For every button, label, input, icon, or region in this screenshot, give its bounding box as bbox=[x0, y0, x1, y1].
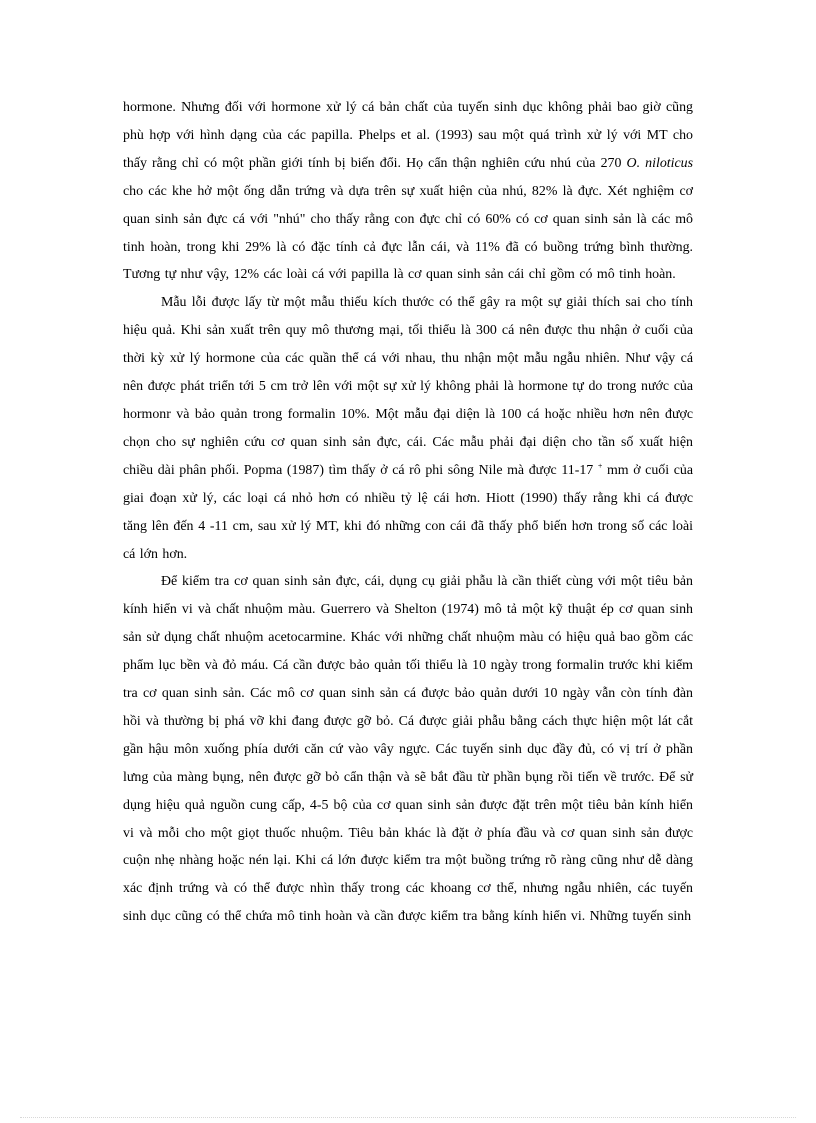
body-text bbox=[123, 94, 693, 931]
paragraph-2-text-b: mm ở cuối của giai đoạn xử lý, các loại cá nhỏ hơn có nhiều tỷ lệ cái hơn. Hiott (1990) thấy rằng khi cá được tăng lên đến 4 -11 cm, sau xử lý MT, khi đó những con cái đã thấy phổ biến hơn trong số các loài cá lớn hơn. bbox=[123, 462, 693, 562]
paragraph-3-text: Để kiểm tra cơ quan sinh sản đực, cái, dụng cụ giải phẫu là cần thiết cùng với một tiêu bản kính hiển vi và chất nhuộm màu. Guerrero và Shelton (1974) mô tả một kỹ thuật ép cơ quan sinh sản sử dụng chất nhuộm acetocarmine. Khác với những chất nhuộm màu có hiệu quả bao gồm các phẩm lục bền và đỏ máu. Cá cần được bảo quản tối thiểu là 10 ngày trong formalin trước khi kiểm tra cơ quan sinh sản. Các mô cơ quan sinh sản cá được bảo quản dưới 10 ngày vẫn còn tính đàn hồi và thường bị phá vỡ khi đang được gỡ bỏ. Cá được giải phẫu bằng cách thực hiện một lát cắt gần hậu môn xuống phía dưới căn cứ vào vây ngực. Các tuyến sinh dục đầy đủ, có vị trí ở phần lưng của màng bụng, nên được gỡ bỏ cẩn thận và sẽ bắt đầu từ phần bụng rồi tiến về trước. Để sử dụng hiệu quả nguồn cung cấp, 4-5 bộ của cơ quan sinh sản được đặt trên một tiêu bản kính hiển vi và mỗi cho một giọt thuốc nhuộm. Tiêu bản khác là đặt ở phía đầu và cơ quan sinh sản được cuộn nhẹ nhàng hoặc nén lại. Khi cá lớn được kiểm tra một buồng trứng rõ ràng cũng như dễ dàng xác định trứng và có thể được nhìn thấy trong các khoang cơ thể, nhưng ngẫu nhiên, các tuyến sinh dục cũng có thể chứa mô tinh hoàn và cần được kiểm tra bằng kính hiển vi. Những tuyến sinh bbox=[123, 574, 693, 925]
paragraph-1-text-b: cho các khe hở một ống dẫn trứng và dựa trên sự xuất hiện của nhú, 82% là đực. Xét nghiệm cơ quan sinh sản đực cá với "nhú" cho thấy rằng con đực chỉ có 60% có cơ quan sinh sản là các mô tinh hoàn, trong khi 29% là có đặc tính cả đực lẫn cái, và 11% đã có buồng trứng bình thường. Tương tự như vậy, 12% các loài cá với papilla là cơ quan sinh sản cái chỉ gồm có mô tinh hoàn. bbox=[123, 183, 693, 283]
paragraph-3 bbox=[123, 568, 693, 931]
paragraph-2-text-a: Mẫu lỗi được lấy từ một mẫu thiếu kích thước có thể gây ra một sự giải thích sai cho tính hiệu quả. Khi sản xuất trên quy mô thương mại, tối thiểu là 300 cá nên được thu nhận ở cuối của thời kỳ xử lý hormone của các quần thể cá với nhau, thu nhận một mẫu ngẫu nhiên. Như vậy cá nên được phát triển tới 5 cm trở lên với một sự xử lý không phải là hormone tự do trong nước của hormonr và bảo quản trong formalin 10%. Một mẫu đại diện là 100 cá hoặc nhiều hơn nên được chọn cho sự nghiên cứu cơ quan sinh sản đực, cái. Các mẫu phải đại diện cho tần số xuất hiện chiều dài phân phối. Popma (1987) tìm thấy ở cá rô phi sông Nile mà được 11-17 bbox=[123, 295, 693, 478]
species-name-italic: O. niloticus bbox=[626, 155, 694, 171]
page-bottom-divider bbox=[20, 1117, 796, 1118]
paragraph-1-text-a: hormone. Nhưng đối với hormone xử lý cá bản chất của tuyến sinh dục không phải bao giờ cũng phù hợp với hình dạng của các papilla. Phelps et al. (1993) sau một quá trình xử lý với MT cho thấy rằng chỉ có một phần giới tính bị biến đổi. Họ cẩn thận nghiên cứu nhú của 270 bbox=[123, 100, 693, 171]
superscript-plus: + bbox=[597, 461, 603, 471]
paragraph-1 bbox=[123, 94, 693, 289]
paragraph-2 bbox=[123, 289, 693, 568]
